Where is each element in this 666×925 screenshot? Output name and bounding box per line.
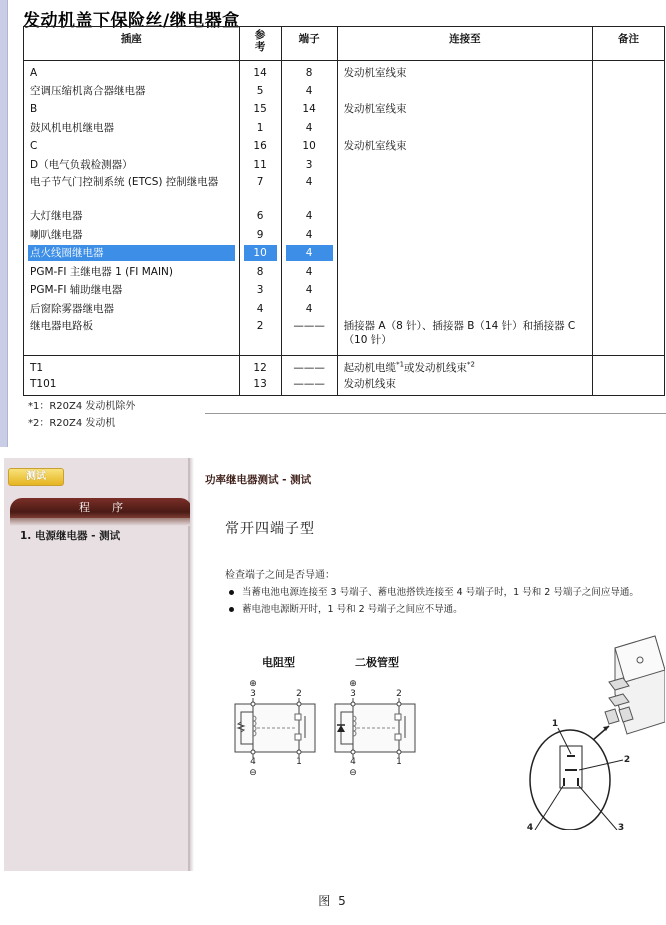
cell-notes	[593, 83, 665, 102]
table-row[interactable]	[24, 282, 665, 301]
resistor-relay-schematic-icon	[229, 676, 319, 786]
cell-socket: 大灯继电器	[24, 208, 240, 227]
bullet-icon	[229, 590, 234, 595]
cell-notes	[593, 227, 665, 246]
check-bullets	[229, 584, 639, 618]
cell-notes	[593, 138, 665, 157]
table-row[interactable]	[24, 175, 665, 208]
table-row[interactable]	[24, 301, 665, 320]
svg-text:2: 2	[396, 689, 402, 699]
cell-connects-to	[337, 245, 593, 264]
cell-terminal: 10	[281, 138, 337, 157]
cell-connects-to	[337, 208, 593, 227]
cell-notes	[593, 319, 665, 355]
header-reference	[239, 27, 281, 61]
cell-ref: 7	[239, 175, 281, 208]
cell-notes	[593, 376, 665, 395]
page-title: 发动机盖下保险丝/继电器盒	[23, 11, 240, 31]
cell-terminal: 14	[281, 101, 337, 120]
cell-notes	[593, 157, 665, 176]
fuse-relay-table	[23, 26, 665, 396]
bullet-item	[229, 584, 639, 601]
diode-relay-schematic-icon	[329, 676, 419, 786]
cell-terminal: ———	[281, 355, 337, 376]
cell-connects-to	[337, 175, 593, 208]
cell-connects-to	[337, 301, 593, 320]
cell-socket: C	[24, 138, 240, 157]
cell-terminal: 4	[281, 175, 337, 208]
procedure-sidebar	[4, 458, 190, 871]
cell-terminal: 4	[281, 120, 337, 139]
table-row[interactable]	[24, 120, 665, 139]
footnote-ref-1: *1	[396, 360, 405, 368]
figure-caption: 图 5	[318, 894, 348, 908]
table-row[interactable]	[24, 61, 665, 83]
cell-notes	[593, 282, 665, 301]
cell-connects-to	[337, 264, 593, 283]
cell-terminal: ———	[281, 376, 337, 395]
cell-socket	[24, 245, 240, 264]
table-row[interactable]	[24, 376, 665, 395]
svg-text:1: 1	[396, 757, 402, 767]
cell-terminal: 3	[281, 157, 337, 176]
cell-socket: 空调压缩机离合器继电器	[24, 83, 240, 102]
svg-text:4: 4	[350, 757, 356, 767]
table-row[interactable]	[24, 208, 665, 227]
cell-connects-to	[337, 227, 593, 246]
relay-connector-illustration-icon	[505, 630, 665, 830]
header-socket: 插座	[24, 27, 240, 61]
bullet-text: 当蓄电池电源连接至 3 号端子、蓄电池搭铁连接至 4 号端子时，1 号和 2 号端子之间应导通。	[242, 587, 639, 598]
highlight-terminal: 4	[286, 245, 333, 261]
cell-ref: 13	[239, 376, 281, 395]
cell-ref: 1	[239, 120, 281, 139]
cell-terminal	[281, 245, 337, 264]
table-row[interactable]	[24, 319, 665, 355]
header-terminal: 端子	[281, 27, 337, 61]
cell-socket: D（电气负载检测器）	[24, 157, 240, 176]
cell-notes	[593, 301, 665, 320]
table-row[interactable]	[24, 101, 665, 120]
highlight-socket: 点火线圈继电器	[28, 245, 235, 261]
cell-socket: B	[24, 101, 240, 120]
footnotes	[28, 398, 135, 432]
cell-connects-to: 发动机线束	[337, 376, 593, 395]
table-row[interactable]	[24, 138, 665, 157]
procedure-item-power-relay-test[interactable]: 1. 电源继电器 - 测试	[20, 530, 121, 542]
svg-text:2: 2	[296, 689, 302, 699]
sidebar-divider	[190, 458, 194, 871]
header-ref-line2: 考	[254, 41, 266, 53]
bullet-item	[229, 601, 639, 618]
cell-ref: 12	[239, 355, 281, 376]
cell-socket: A	[24, 61, 240, 83]
cell-socket: 后窗除雾器继电器	[24, 301, 240, 320]
resistor-type-label: 电阻型	[262, 656, 295, 669]
cell-socket: PGM-FI 主继电器 1 (FI MAIN)	[24, 264, 240, 283]
cell-ref: 6	[239, 208, 281, 227]
test-tab[interactable]: 测试	[8, 468, 64, 486]
header-connects-to: 连接至	[337, 27, 593, 61]
cell-connects-to	[337, 282, 593, 301]
cell-connects-to: 发动机室线束	[337, 138, 593, 157]
section-heading: 常开四端子型	[225, 521, 315, 537]
cell-notes	[593, 208, 665, 227]
connects-starter-cable: 起动机电缆	[343, 361, 397, 374]
table-row[interactable]	[24, 355, 665, 376]
svg-text:3: 3	[250, 689, 256, 699]
cell-socket: 鼓风机电机继电器	[24, 120, 240, 139]
header-notes: 备注	[593, 27, 665, 61]
cell-ref: 3	[239, 282, 281, 301]
minus-terminal-icon: ⊖	[249, 768, 257, 778]
footnote-2: *2：R20Z4 发动机	[28, 418, 116, 429]
cell-ref: 16	[239, 138, 281, 157]
fuse-box-document	[0, 0, 666, 447]
diode-type-label: 二极管型	[355, 656, 399, 669]
footnote-1: *1：R20Z4 发动机除外	[28, 401, 136, 412]
svg-text:3: 3	[350, 689, 356, 699]
cell-ref: 4	[239, 301, 281, 320]
table-row[interactable]	[24, 157, 665, 176]
cell-terminal: 4	[281, 301, 337, 320]
plus-terminal-icon: ⊕	[249, 679, 257, 689]
cell-notes	[593, 264, 665, 283]
connects-engine-harness: 或发动机线束	[404, 361, 468, 374]
highlight-ref: 10	[244, 245, 277, 261]
cell-connects-to: 插接器 A（8 针）、插接器 B（14 针）和插接器 C（10 针）	[337, 319, 593, 355]
cell-socket: 电子节气门控制系统 (ETCS) 控制继电器	[24, 175, 240, 208]
cell-socket: 喇叭继电器	[24, 227, 240, 246]
cell-notes	[593, 245, 665, 264]
footnote-ref-2: *2	[467, 360, 475, 368]
cell-connects-to	[337, 355, 593, 376]
cell-socket: 继电器电路板	[24, 319, 240, 355]
plus-terminal-icon: ⊕	[349, 679, 357, 689]
callout-4: 4	[526, 823, 534, 830]
cell-notes	[593, 61, 665, 83]
cell-socket: PGM-FI 辅助继电器	[24, 282, 240, 301]
cell-notes	[593, 355, 665, 376]
cell-notes	[593, 120, 665, 139]
cell-ref: 9	[239, 227, 281, 246]
cell-ref: 11	[239, 157, 281, 176]
cell-terminal: 4	[281, 208, 337, 227]
callout-3: 3	[617, 823, 625, 830]
cell-socket: T1	[24, 355, 240, 376]
cell-connects-to: 发动机室线束	[337, 101, 593, 120]
cell-ref: 15	[239, 101, 281, 120]
table-row[interactable]	[24, 83, 665, 102]
cell-connects-to	[337, 83, 593, 102]
table-header-row	[24, 27, 665, 61]
cell-terminal: 8	[281, 61, 337, 83]
svg-text:4: 4	[250, 757, 256, 767]
cell-terminal: 4	[281, 227, 337, 246]
cell-terminal: 4	[281, 264, 337, 283]
content-divider	[205, 413, 666, 414]
minus-terminal-icon: ⊖	[349, 768, 357, 778]
cell-terminal: 4	[281, 83, 337, 102]
content-title: 功率继电器测试 - 测试	[205, 474, 312, 486]
cell-connects-to	[337, 120, 593, 139]
cell-notes	[593, 101, 665, 120]
cell-ref: 2	[239, 319, 281, 355]
table-row[interactable]	[24, 264, 665, 283]
cell-ref	[239, 245, 281, 264]
cell-notes	[593, 175, 665, 208]
relay-test-screen	[0, 458, 666, 873]
bullet-icon	[229, 607, 234, 612]
content-pane	[205, 458, 666, 871]
callout-1: 1	[551, 719, 559, 729]
left-edge-bar	[0, 0, 8, 447]
cell-connects-to: 发动机室线束	[337, 61, 593, 83]
header-ref-line1: 参	[254, 29, 266, 41]
svg-text:1: 1	[296, 757, 302, 767]
cell-ref: 8	[239, 264, 281, 283]
callout-2: 2	[623, 755, 631, 765]
cell-connects-to	[337, 157, 593, 176]
bullet-text: 蓄电池电源断开时，1 号和 2 号端子之间应不导通。	[242, 604, 463, 615]
cell-terminal: 4	[281, 282, 337, 301]
procedure-header: 程序	[10, 498, 192, 518]
cell-ref: 5	[239, 83, 281, 102]
cell-terminal: ———	[281, 319, 337, 355]
cell-socket: T101	[24, 376, 240, 395]
table-row[interactable]	[24, 227, 665, 246]
table-row-selected[interactable]	[24, 245, 665, 264]
check-instruction: 检查端子之间是否导通：	[225, 570, 335, 581]
cell-ref: 14	[239, 61, 281, 83]
